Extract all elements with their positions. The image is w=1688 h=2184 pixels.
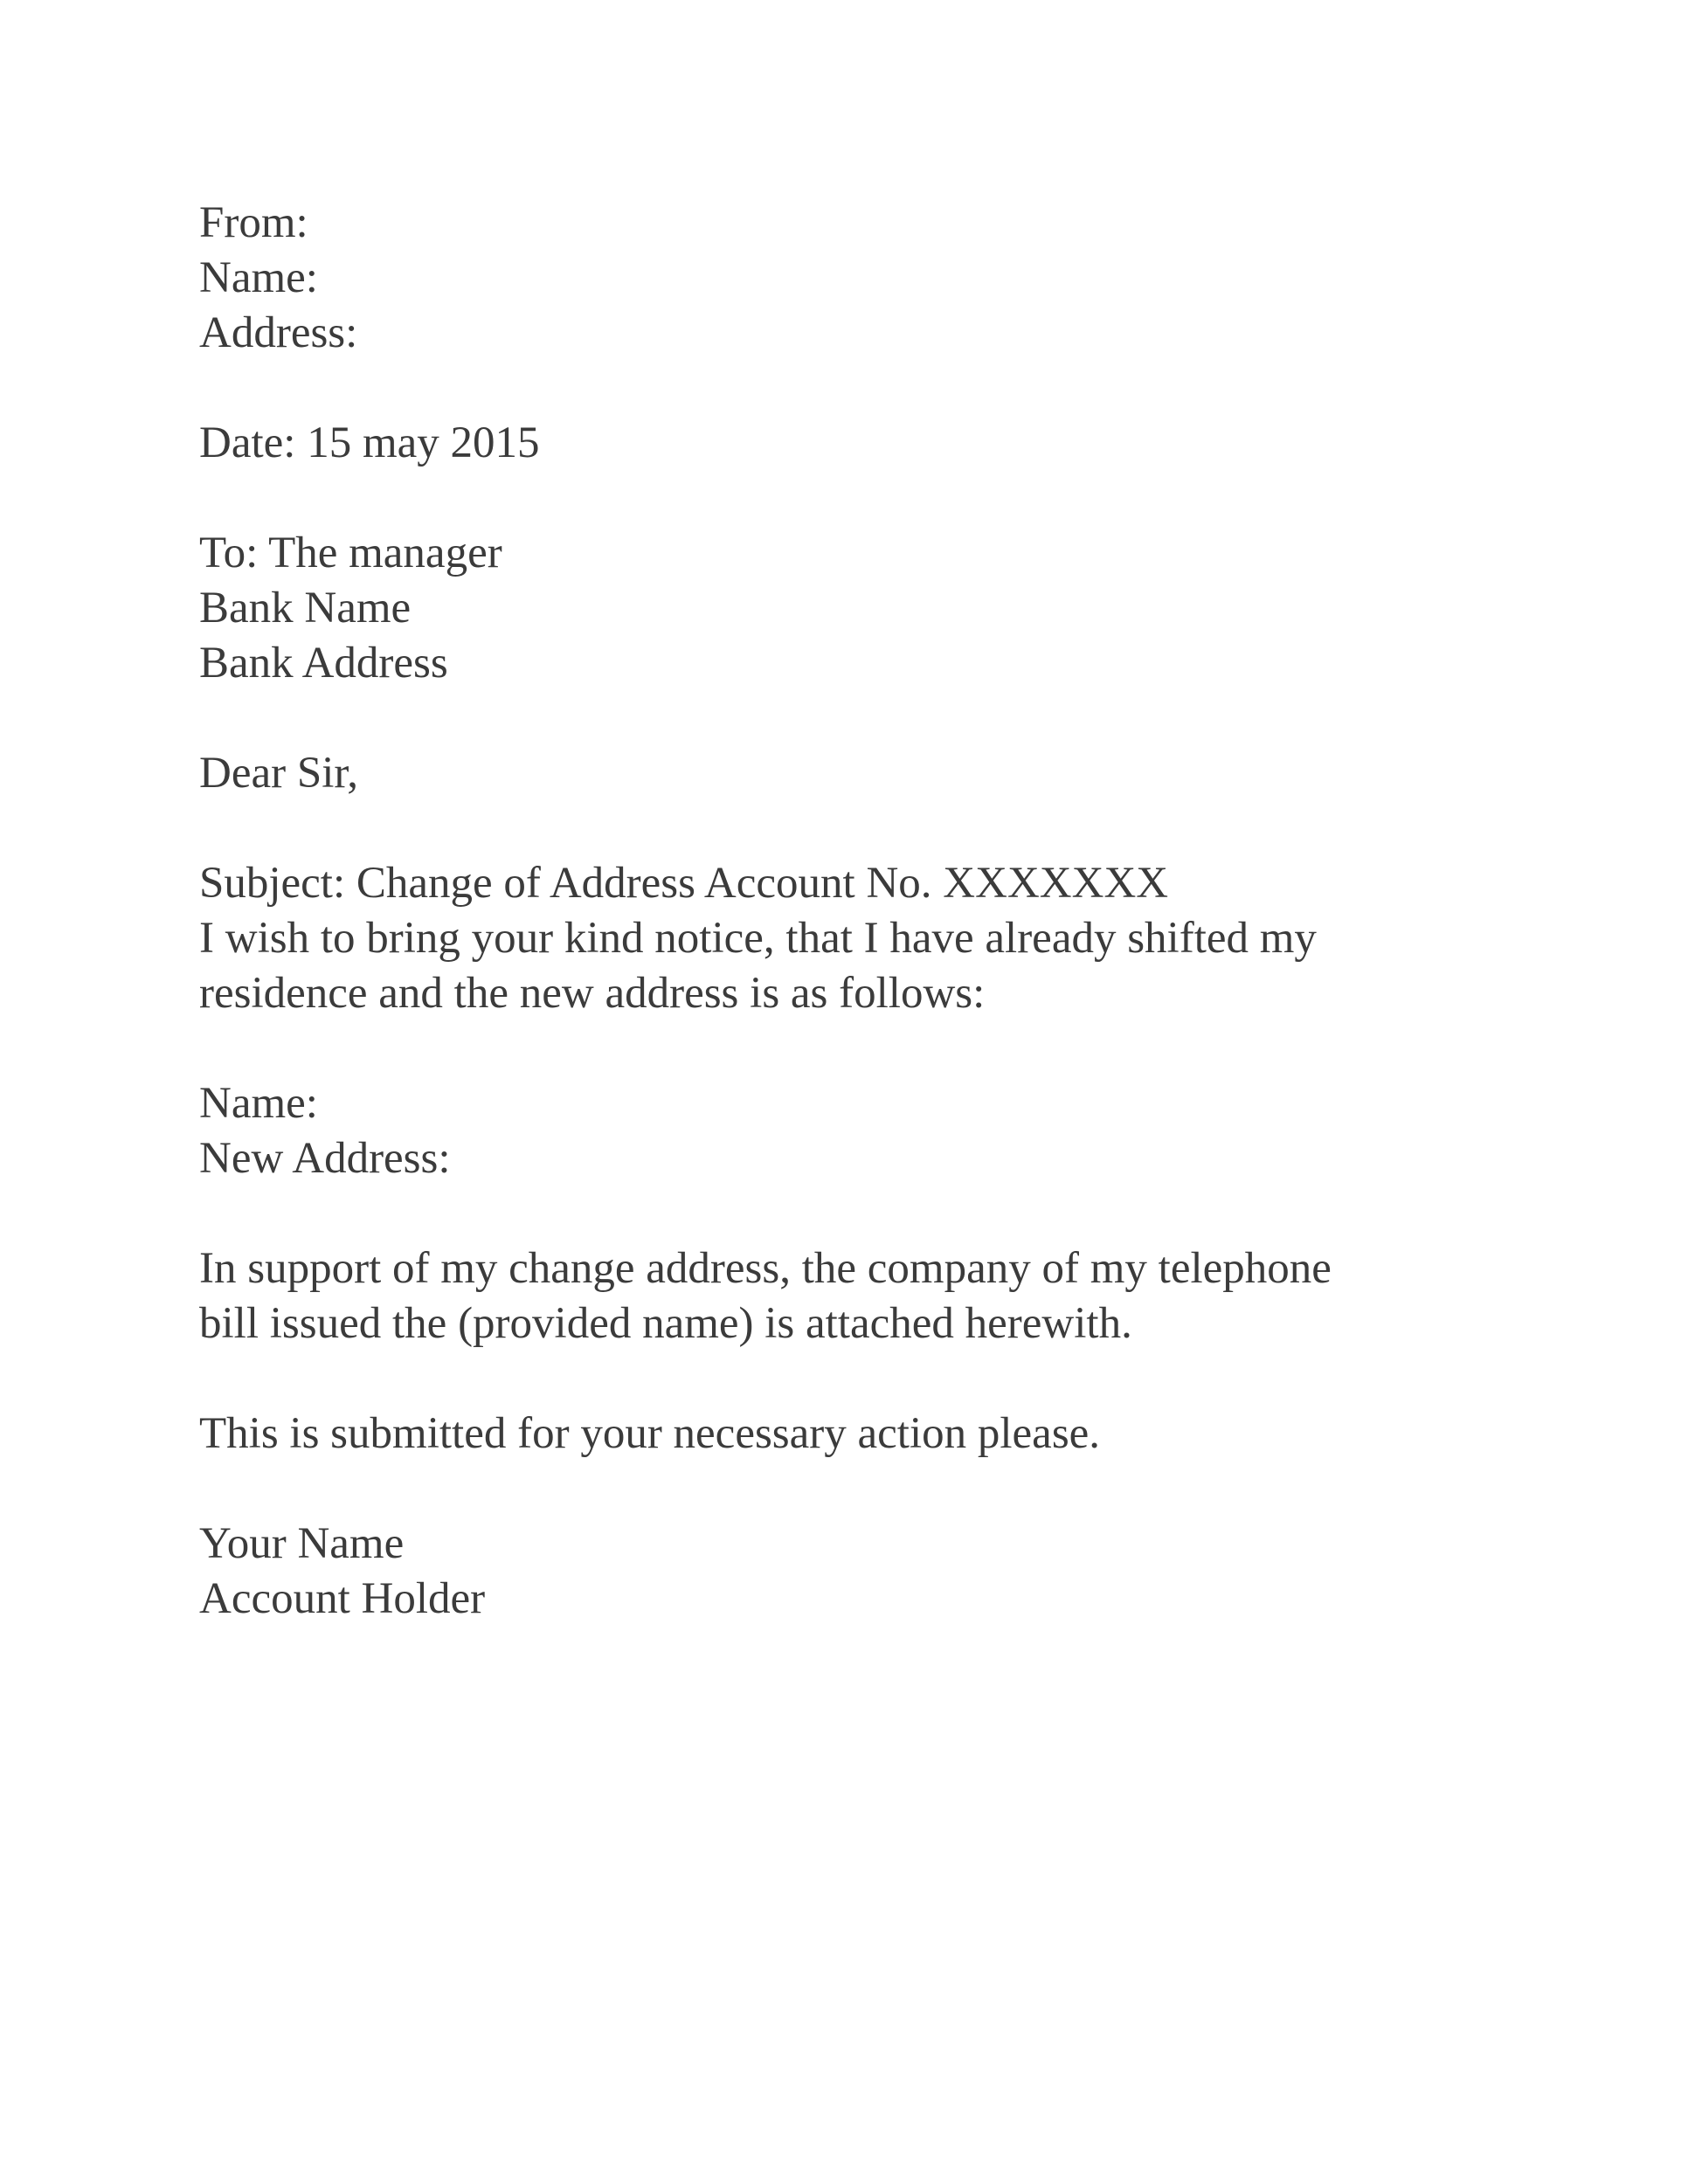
closing-block xyxy=(199,1406,1487,1462)
support-line-1: In support of my change address, the company of my telephone xyxy=(199,1244,1332,1293)
new-address-line: New Address: xyxy=(199,1134,451,1183)
body-line-1: I wish to bring your kind notice, that I have already shifted my xyxy=(199,914,1317,963)
closing-line: This is submitted for your necessary action please. xyxy=(199,1409,1101,1458)
new-address-block xyxy=(199,1076,1487,1186)
date-block xyxy=(199,416,1487,471)
recipient-block xyxy=(199,526,1487,691)
sender-block xyxy=(199,196,1487,361)
support-line-2: bill issued the (provided name) is attached herewith. xyxy=(199,1299,1132,1348)
recipient-bank-name-line: Bank Name xyxy=(199,584,412,632)
salutation-line: Dear Sir, xyxy=(199,749,359,798)
date-line: Date: 15 may 2015 xyxy=(199,418,540,467)
subject-line: Subject: Change of Address Account No. XXXXXXX xyxy=(199,859,1169,908)
recipient-bank-address-line: Bank Address xyxy=(199,639,448,688)
support-paragraph xyxy=(199,1241,1487,1351)
sender-from-line: From: xyxy=(199,198,308,247)
signature-name-line: Your Name xyxy=(199,1519,405,1568)
salutation-block xyxy=(199,746,1487,801)
sender-name-line: Name: xyxy=(199,253,318,302)
recipient-to-line: To: The manager xyxy=(199,529,502,577)
body-line-2: residence and the new address is as follows: xyxy=(199,969,986,1018)
signature-block xyxy=(199,1517,1487,1627)
sender-address-line: Address: xyxy=(199,308,358,357)
new-address-name-line: Name: xyxy=(199,1079,318,1128)
signature-role-line: Account Holder xyxy=(199,1574,486,1623)
subject-paragraph xyxy=(199,856,1487,1021)
